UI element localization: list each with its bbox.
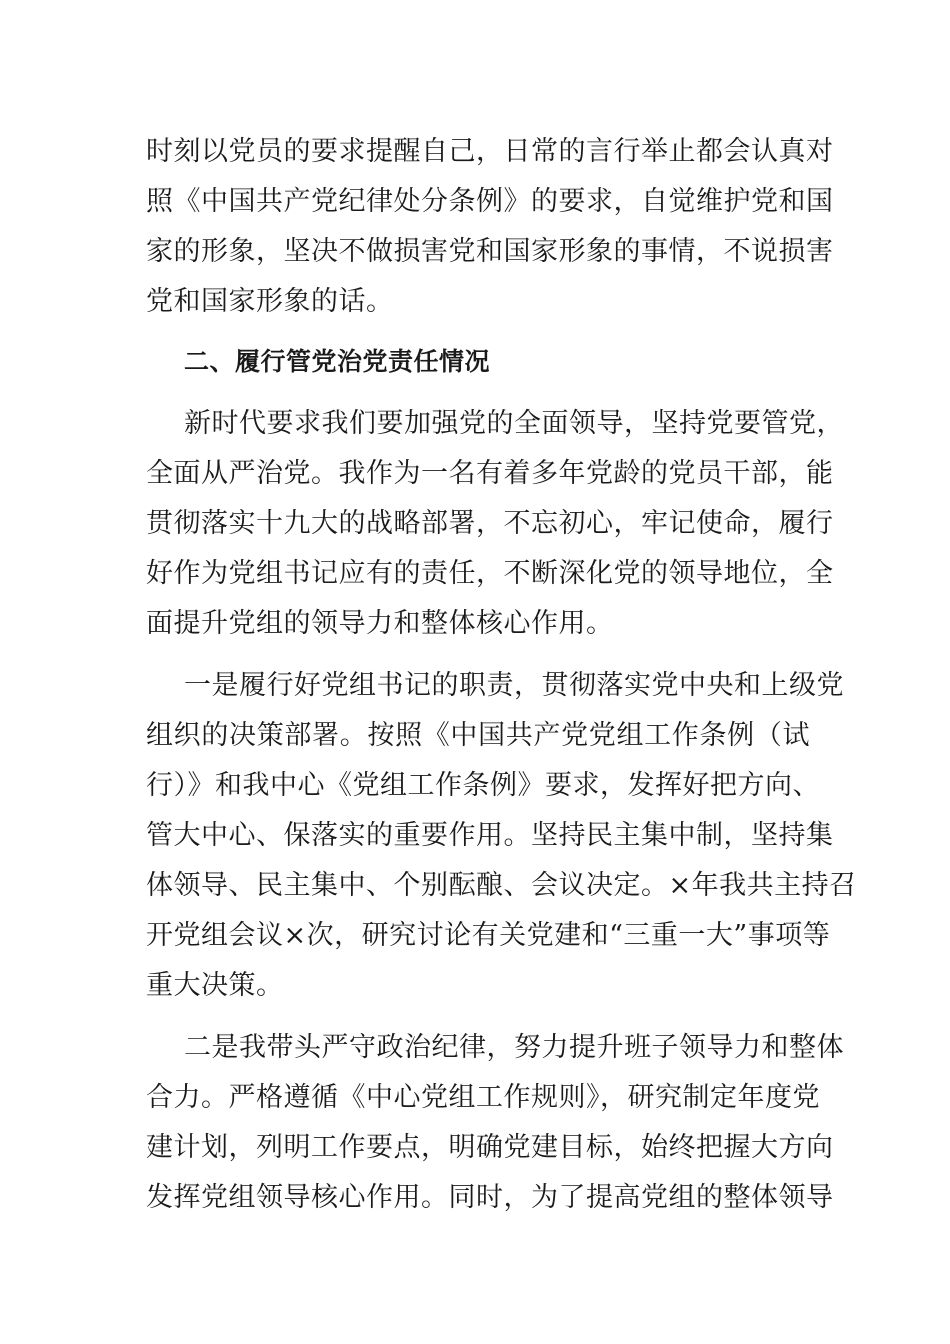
- paragraph-line: 好作为党组书记应有的责任，不断深化党的领导地位，全: [146, 558, 834, 589]
- paragraph-line: 一是履行好党组书记的职责，贯彻落实党中央和上级党: [184, 670, 844, 701]
- section-heading: 二、履行管党治党责任情况: [184, 347, 491, 376]
- paragraph-line: 二是我带头严守政治纪律，努力提升班子领导力和整体: [184, 1032, 844, 1063]
- paragraph-line: 贯彻落实十九大的战略部署，不忘初心，牢记使命，履行: [146, 508, 834, 539]
- paragraph-line: 体领导、民主集中、个别酝酿、会议决定。×年我共主持召: [146, 870, 857, 901]
- paragraph-line: 发挥党组领导核心作用。同时，为了提高党组的整体领导: [146, 1182, 834, 1213]
- paragraph-line: 面提升党组的领导力和整体核心作用。: [146, 608, 614, 639]
- paragraph-line: 家的形象，坚决不做损害党和国家形象的事情，不说损害: [146, 236, 834, 267]
- paragraph-line: 合力。严格遵循《中心党组工作规则》，研究制定年度党: [146, 1082, 820, 1113]
- paragraph-line: 时刻以党员的要求提醒自己，日常的言行举止都会认真对: [146, 136, 834, 167]
- paragraph-line: 新时代要求我们要加强党的全面领导，坚持党要管党，: [184, 408, 844, 439]
- paragraph-line: 照《中国共产党纪律处分条例》的要求，自觉维护党和国: [146, 186, 834, 217]
- paragraph-line: 组织的决策部署。按照《中国共产党党组工作条例（试: [146, 720, 810, 751]
- paragraph-line: 党和国家形象的话。: [146, 286, 394, 317]
- paragraph-line: 开党组会议×次，研究讨论有关党建和“三重一大”事项等: [146, 920, 831, 951]
- paragraph-line: 建计划，列明工作要点，明确党建目标，始终把握大方向: [146, 1132, 834, 1163]
- paragraph-line: 行）》和我中心《党组工作条例》要求，发挥好把方向、: [146, 770, 820, 801]
- paragraph-line: 重大决策。: [146, 970, 284, 1001]
- paragraph-line: 管大中心、保落实的重要作用。坚持民主集中制，坚持集: [146, 820, 834, 851]
- paragraph-line: 全面从严治党。我作为一名有着多年党龄的党员干部，能: [146, 458, 834, 489]
